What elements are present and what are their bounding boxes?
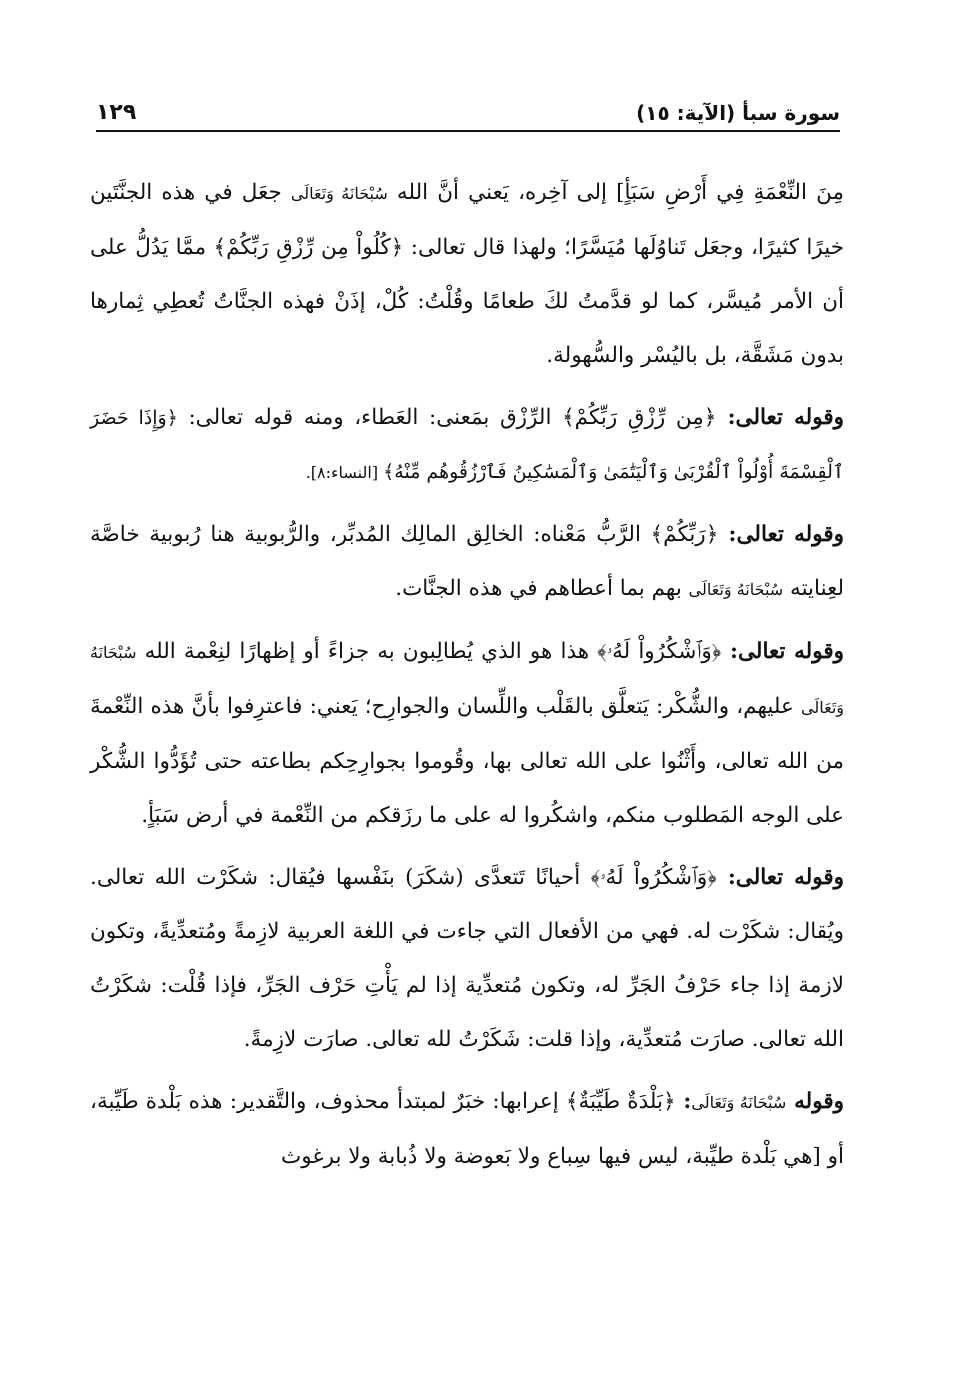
text-run: جعَل في هذه الجنَّتَين خيرًا كثيرًا، وجعَل تَناوُلَها مُيَسَّرًا؛ ولهذا قال تعالى: xyxy=(90,180,844,260)
text-run: الرِّزْق بمَعنى: العَطاء، ومنه قوله تعالى: xyxy=(177,405,563,430)
text-run: وقوله تعالى: xyxy=(721,639,844,664)
text-run: إعرابها: خبَرٌ لمبتدأ محذوف، والتَّقدير: هذه بَلْدة طَيِّبة، أو [هي بَلْدة طيِّبة، ليس فيها سِباع ولا بَعوضة ولا ذُبابة ولا برغوث xyxy=(90,1089,844,1169)
text-run: وقوله تعالى: xyxy=(718,522,844,547)
paragraph-5 xyxy=(90,851,844,1067)
quran-quote: ﴿وَٱشْكُرُواْ لَهُۥ﴾ xyxy=(590,865,717,890)
text-run: مِنَ النِّعْمَةِ فِي أَرْضِ سَبَأٍ] إلى آخِره، يَعني أنَّ الله xyxy=(387,180,844,205)
page-number: ١٢٩ xyxy=(96,100,137,125)
text-run: بهم بما أعطاهم في هذه الجنَّات. xyxy=(395,576,689,601)
quran-quote: ﴿وَإِذَا حَضَرَ ٱلْقِسْمَةَ أُوْلُواْ ٱلْقُرْبَىٰ وَٱلْيَتَٰمَىٰ وَٱلْمَسَٰكِينُ فَٱرْزُقُوهُم مِّنْهُ﴾ xyxy=(90,407,844,483)
text-run: ممَّا يَدُلُّ على أن الأمر مُيسَّر، كما لو قدَّمتُ لكَ طعامًا وقُلْتُ: كُلْ، إذَنْ فهذه الجنَّاتُ تُعطِي ثِمارها بدون مَشَقَّة، بل باليُسْر والسُّهولة. xyxy=(90,235,844,368)
header-divider xyxy=(96,130,840,132)
paragraph-2 xyxy=(90,391,844,500)
text-run: هذا هو الذي يُطالِبون به جزاءً أو إظهارًا لنِعْمة الله xyxy=(136,639,598,664)
text-run: وقوله تعالى: xyxy=(716,405,845,430)
quran-quote: ﴿مِن رِّزْقِ رَبِّكُمْ﴾ xyxy=(562,405,717,430)
text-run: الرَّبُّ مَعْناه: الخالِق المالِك المُدبِّر، والرُّبوبية هنا رُبوبية خاصَّة لعِنايته xyxy=(90,522,844,601)
citation: [النساء:٨]. xyxy=(305,463,384,482)
paragraph-1 xyxy=(90,166,844,383)
quran-quote: ﴿رَبِّكُمْ﴾ xyxy=(650,522,719,547)
paragraph-4 xyxy=(90,625,844,843)
honorific: سُبْحَانَهُ وَتَعَالَى xyxy=(290,184,388,203)
honorific: سُبْحَانَهُ وَتَعَالَى xyxy=(688,580,784,599)
paragraph-6 xyxy=(90,1075,844,1184)
honorific: سُبْحَانَهُ وَتَعَالَى xyxy=(691,1093,787,1112)
text-run: عليهم، والشُّكْر: يَتعلَّق بالقَلْب واللِّسان والجوارِح؛ يَعني: فاعترِفوا بأنَّ هذه النِّعْمةَ من الله تعالى، وأَثْنُوا على الله تعالى بها، وقُوموا بجوارِحِكم بطاعته حتى تُؤَدُّوا الشُّكْر على الوجه المَطلوب منكم، واشكُروا له على ما رزَقكم من النِّعْمة في أرض سَبَأٍ. xyxy=(90,694,844,828)
page-body xyxy=(90,166,844,1184)
surah-title: سورة سبأ (الآية: ١٥) xyxy=(636,101,840,125)
text-run: وقوله تعالى: xyxy=(716,865,845,890)
honorific: سُبْحَانَهُ وَتَعَالَى xyxy=(90,643,844,717)
quran-quote: ﴿كُلُواْ مِن رِّزْقِ رَبِّكُمْ﴾ xyxy=(213,235,404,260)
text-run: وقوله xyxy=(786,1089,844,1114)
quran-quote: ﴿بَلْدَةٌ طَيِّبَةٌ﴾ xyxy=(565,1089,676,1114)
text-run: أحيانًا تَتعدَّى (شكَرَ) بنَفْسها فيُقال: شكَرْت الله تعالى. ويُقال: شكَرْت له. فهي من الأفعال التي جاءت في اللغة العربية لازِمةً ومُتعدِّيةً، وتكون لازمة إذا جاء حَرْفُ الجَرِّ له، وتكون مُتعدِّية إذا لم يَأْتِ حَرْف الجَرِّ، فإذا قُلْت: شكَرْتُ الله تعالى. صارَت مُتعدِّية، وإذا قلت: شَكَرْتُ لله تعالى. صارَت لازِمةً. xyxy=(90,865,844,1052)
quran-quote: ﴿وَٱشْكُرُواْ لَهُۥ﴾ xyxy=(597,639,722,664)
text-run: : xyxy=(675,1089,692,1114)
paragraph-3 xyxy=(90,508,844,617)
page-header xyxy=(96,92,840,126)
